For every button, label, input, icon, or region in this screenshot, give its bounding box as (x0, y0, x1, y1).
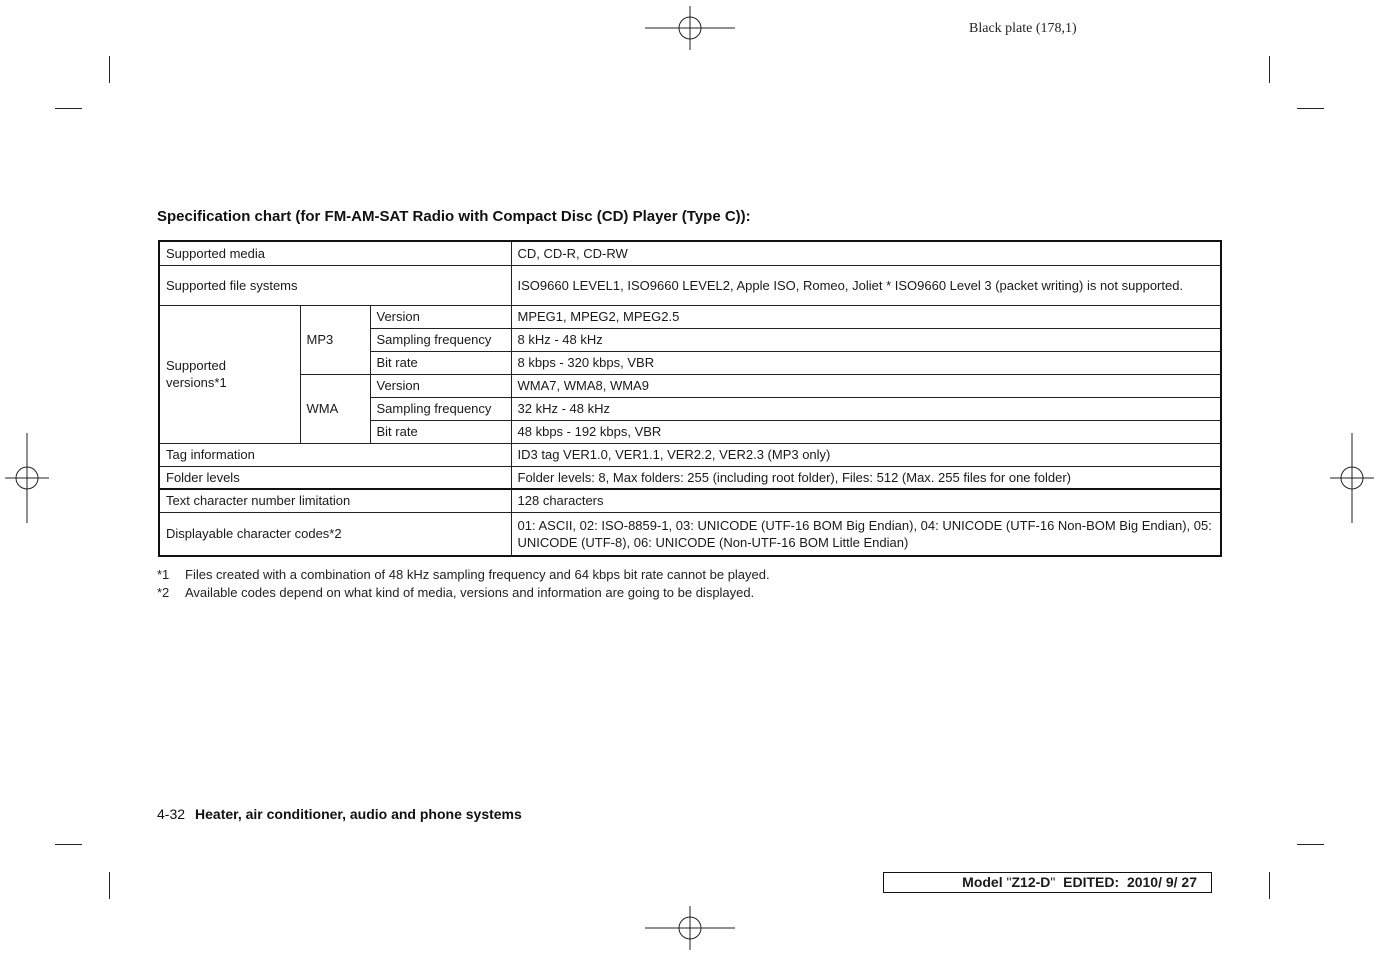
row-sublabel: Version (370, 374, 511, 397)
row-value: 48 kbps - 192 kbps, VBR (511, 420, 1221, 443)
table-row (159, 512, 1221, 556)
crop-mark (109, 872, 110, 899)
footnote (157, 584, 770, 602)
model-label: Model (962, 874, 1003, 890)
footnote-mark: *2 (157, 585, 170, 600)
page-footer (157, 806, 522, 822)
row-label: Displayable character codes*2 (159, 512, 511, 556)
edited-label: EDITED: (1063, 874, 1120, 890)
model-edited-box: Model "Z12-D" EDITED: 2010/ 9/ 27 (883, 872, 1212, 893)
row-value: WMA7, WMA8, WMA9 (511, 374, 1221, 397)
table-row (159, 466, 1221, 489)
row-value: ID3 tag VER1.0, VER1.1, VER2.2, VER2.3 (MP3 only) (511, 443, 1221, 466)
registration-mark-bottom (645, 906, 735, 950)
wma-label: WMA (300, 374, 370, 443)
registration-mark-right (1330, 433, 1374, 523)
row-sublabel: Sampling frequency (370, 328, 511, 351)
footnote-mark: *1 (157, 567, 170, 582)
supported-versions-line2: versions*1 (166, 375, 227, 390)
row-label: Text character number limitation (159, 489, 511, 512)
row-label: Folder levels (159, 466, 511, 489)
row-value: 8 kHz - 48 kHz (511, 328, 1221, 351)
row-value: Folder levels: 8, Max folders: 255 (including root folder), Files: 512 (Max. 255 files for one folder) (511, 466, 1221, 489)
plate-label: Black plate (178,1) (969, 21, 1077, 36)
crop-mark (109, 56, 110, 83)
row-value: ISO9660 LEVEL1, ISO9660 LEVEL2, Apple ISO, Romeo, Joliet * ISO9660 Level 3 (packet writing) is not supported. (511, 265, 1221, 305)
table-row (159, 305, 1221, 328)
row-value: 128 characters (511, 489, 1221, 512)
page-title: Specification chart (for FM-AM-SAT Radio with Compact Disc (CD) Player (Type C)): (157, 208, 751, 225)
row-value: 01: ASCII, 02: ISO-8859-1, 03: UNICODE (UTF-16 BOM Big Endian), 04: UNICODE (UTF-16 Non-BOM Big Endian), 05: UNICODE (UTF-8), 06: UNICODE (Non-UTF-16 BOM Little Endian) (511, 512, 1221, 556)
row-label: Tag information (159, 443, 511, 466)
registration-mark-left (5, 433, 49, 523)
row-value: 8 kbps - 320 kbps, VBR (511, 351, 1221, 374)
table-row (159, 489, 1221, 512)
crop-mark (1269, 872, 1270, 899)
footnote (157, 566, 770, 584)
row-sublabel: Sampling frequency (370, 397, 511, 420)
table-row (159, 241, 1221, 265)
supported-versions-label (159, 305, 300, 443)
specification-table (158, 240, 1222, 557)
table-row (159, 443, 1221, 466)
table-row (159, 265, 1221, 305)
row-label: Supported media (159, 241, 511, 265)
table-row (159, 374, 1221, 397)
row-value: MPEG1, MPEG2, MPEG2.5 (511, 305, 1221, 328)
row-sublabel: Version (370, 305, 511, 328)
crop-mark (1297, 844, 1324, 845)
footnotes (157, 566, 770, 602)
row-label: Supported file systems (159, 265, 511, 305)
mp3-label: MP3 (300, 305, 370, 374)
row-sublabel: Bit rate (370, 351, 511, 374)
model-code: Z12-D (1011, 874, 1051, 890)
crop-mark (1297, 108, 1324, 109)
registration-mark-top (645, 6, 735, 50)
edited-date: 2010/ 9/ 27 (1126, 874, 1197, 890)
supported-versions-line1: Supported (166, 358, 226, 373)
crop-mark (55, 108, 82, 109)
page-number: 4-32 (157, 806, 186, 822)
row-sublabel: Bit rate (370, 420, 511, 443)
crop-mark (55, 844, 82, 845)
footnote-text: Available codes depend on what kind of media, versions and information are going to be displayed. (185, 585, 755, 600)
footnote-text: Files created with a combination of 48 kHz sampling frequency and 64 kbps bit rate cannot be played. (185, 567, 770, 582)
section-title: Heater, air conditioner, audio and phone systems (195, 806, 522, 822)
crop-mark (1269, 56, 1270, 83)
row-value: CD, CD-R, CD-RW (511, 241, 1221, 265)
row-value: 32 kHz - 48 kHz (511, 397, 1221, 420)
